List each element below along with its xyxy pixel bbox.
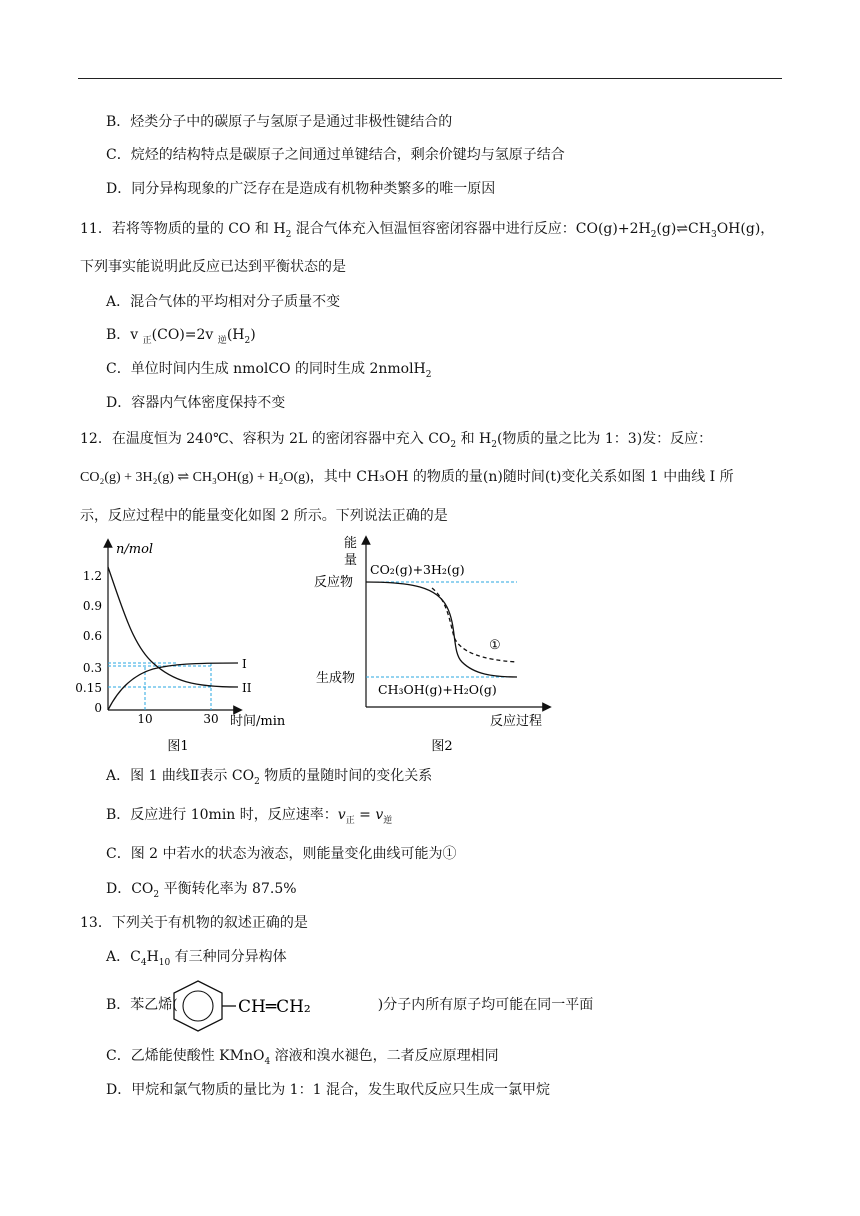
benzene-ring-circle — [183, 991, 213, 1021]
q12-option-d: D．$CO_2$ 平衡转化率为 87.5% — [106, 881, 297, 900]
fig1-ytick-0.3: 0.3 — [82, 661, 102, 675]
styrene-vinyl-group: CH═CH₂ — [238, 997, 311, 1017]
q11-stem-2: 下列事实能说明此反应已达到平衡状态的是 — [80, 259, 346, 275]
q10-option-b: B．烃类分子中的碳原子与氢原子是通过非极性键结合的 — [106, 114, 453, 130]
fig2-curve-dashed — [432, 588, 517, 662]
q13-option-a: A．$C_4H_{10}$ 有三种同分异构体 — [106, 949, 287, 968]
fig1-ytick-0.9: 0.9 — [82, 599, 102, 613]
fig2-x-label: 反应过程 — [490, 714, 543, 729]
fig1-label-ii: II — [242, 681, 252, 695]
fig1-label-i: I — [242, 657, 247, 671]
fig2-y-label-2: 量 — [344, 553, 358, 568]
fig1-x-label: 时间/min — [230, 714, 286, 729]
q11-option-d: D．容器内气体密度保持不变 — [106, 395, 286, 411]
q13-stem: 13．下列关于有机物的叙述正确的是 — [80, 915, 308, 931]
q11-option-b: B．v $_正$(CO)=2v $_逆(H_2)$ — [106, 327, 256, 346]
fig2-curve-mark: ① — [489, 638, 501, 653]
header-rule — [78, 78, 782, 79]
q12-stem-1: 12．在温度恒为 240℃、容积为 2L 的密闭容器中充入 $CO_2$ 和 $H_2$(物质的量之比为 1：3)发：反应： — [80, 431, 713, 450]
fig1-xtick-30: 30 — [203, 712, 219, 726]
fig1-ytick-0: 0 — [94, 701, 102, 715]
q12-option-a: A．图 1 曲线Ⅱ表示 $CO_2$ 物质的量随时间的变化关系 — [106, 768, 433, 787]
fig1-y-label: n/mol — [116, 542, 154, 557]
fig1-xtick-10: 10 — [137, 712, 153, 726]
fig2-reactant-formula: CO₂(g)+3H₂(g) — [370, 562, 465, 577]
q11-option-c: C．单位时间内生成 nmolCO 的同时生成 2nmolH$_2$ — [106, 361, 432, 380]
styrene-structure — [170, 978, 380, 1034]
q13-option-b: B．苯乙烯( )分子内所有原子均可能在同一平面 — [106, 997, 594, 1013]
q12-option-c: C．图 2 中若水的状态为液态，则能量变化曲线可能为① — [106, 846, 457, 862]
q12-stem-3: 示，反应过程中的能量变化如图 2 所示。下列说法正确的是 — [80, 508, 448, 524]
q12-option-b: B．反应进行 10min 时，反应速率：$v_正 = v_逆$ — [106, 807, 393, 826]
figure-1-graph — [75, 535, 318, 760]
fig2-reactant-label: 反应物 — [314, 575, 354, 590]
q11-stem: 11．若将等物质的量的 CO 和 $H_2$ 混合气体充入恒温恒容密闭容器中进行反应：$CO(g)+2H_2(g)\rightleftharpoons CH_3OH(g)$， — [80, 221, 775, 240]
fig1-ytick-1.2: 1.2 — [82, 569, 102, 583]
q10-option-c: C．烷烃的结构特点是碳原子之间通过单键结合，剩余价键均与氢原子结合 — [106, 147, 565, 163]
fig2-y-label-1: 能 — [344, 536, 358, 551]
q13-option-d: D．甲烷和氯气物质的量比为 1：1 混合，发生取代反应只生成一氯甲烷 — [106, 1082, 550, 1098]
q10-option-d: D．同分异构现象的广泛存在是造成有机物种类繁多的唯一原因 — [106, 181, 496, 197]
fig2-caption: 图2 — [431, 739, 453, 754]
figure-2-graph — [312, 532, 572, 760]
fig1-caption: 图1 — [167, 739, 189, 754]
q13-option-c: C．乙烯能使酸性 KMnO$_4$ 溶液和溴水褪色，二者反应原理相同 — [106, 1048, 499, 1067]
fig2-product-label: 生成物 — [316, 671, 356, 686]
fig2-product-formula: CH₃OH(g)+H₂O(g) — [378, 682, 497, 697]
fig1-ytick-0.15: 0.15 — [75, 681, 102, 695]
q12-stem-2: CO₂(g) + 3H₂(g) ⇌ CH₃OH(g) + H₂O(g)，其中 CH₃OH 的物质的量(n)随时间(t)变化关系如图 1 中曲线 I 所 — [80, 469, 734, 485]
fig1-curve-ii — [108, 567, 238, 687]
fig1-ytick-0.6: 0.6 — [82, 629, 102, 643]
q12-equation: CO₂(g) + 3H₂(g) ⇌ CH₃OH(g) + H₂O(g) — [80, 470, 310, 485]
benzene-ring — [174, 981, 222, 1031]
q11-option-a: A．混合气体的平均相对分子质量不变 — [106, 294, 341, 310]
fig2-curve-solid — [366, 582, 517, 677]
